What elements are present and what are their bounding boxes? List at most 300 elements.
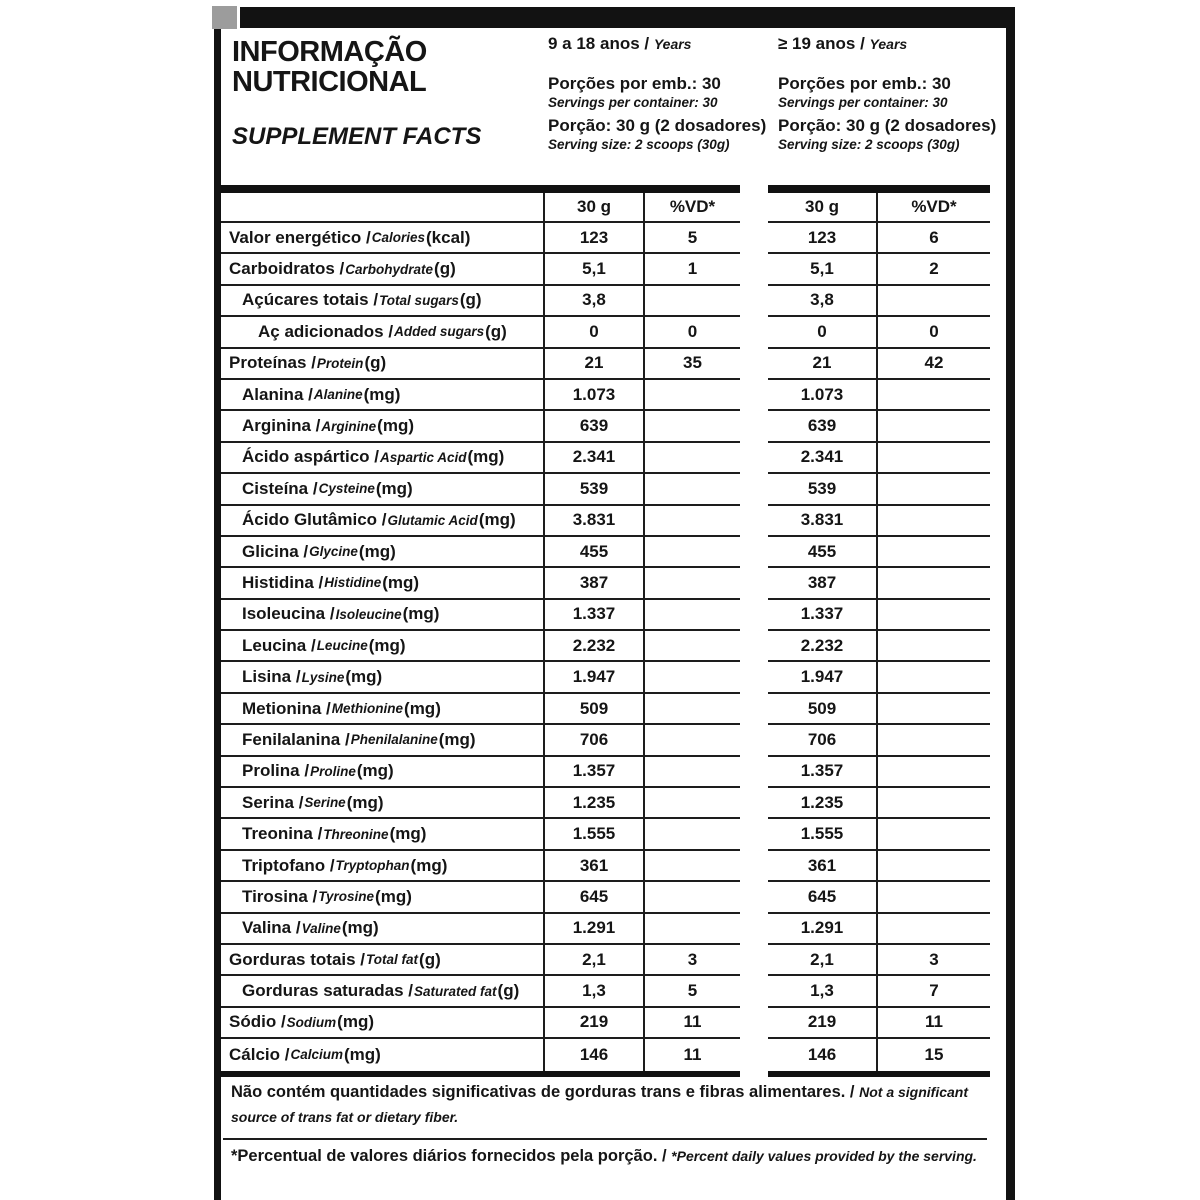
row-label-en: Methionine [331, 701, 404, 717]
row-label-en: Calories [371, 230, 426, 246]
amount-9-18: 361 [543, 851, 645, 882]
age-range-19plus [778, 34, 996, 54]
row-label-unit: (g) [434, 259, 456, 279]
table-row [221, 537, 990, 568]
row-label-pt: Glicina / [242, 541, 309, 561]
dv-19plus [878, 443, 990, 474]
row-label-en: Total sugars [379, 292, 459, 308]
row-label-pt: Gorduras totais / [229, 949, 366, 969]
amount-9-18: 3,8 [543, 286, 645, 317]
amount-19plus: 387 [768, 568, 878, 599]
footnote-daily-values-en: *Percent daily values provided by the serving. [671, 1148, 977, 1164]
row-label-pt: Cisteína / [242, 478, 318, 498]
amount-19plus: 0 [768, 317, 878, 348]
dv-19plus: 6 [878, 223, 990, 254]
row-label-en: Phenilalanine [350, 732, 438, 748]
amount-19plus: 1.235 [768, 788, 878, 819]
row-label-unit: (mg) [404, 698, 441, 718]
dv-19plus [878, 411, 990, 442]
dv-9-18 [645, 631, 740, 662]
row-label-unit: (mg) [410, 855, 448, 875]
row-label-en: Leucine [316, 638, 368, 654]
row-label [221, 380, 543, 411]
table-header-row [221, 193, 990, 223]
table-row [221, 349, 990, 380]
amount-9-18: 5,1 [543, 254, 645, 285]
amount-19plus: 509 [768, 694, 878, 725]
row-label-pt: Alanina / [242, 384, 313, 404]
column-gap [740, 662, 768, 693]
dv-19plus: 3 [878, 945, 990, 976]
table-row [221, 317, 990, 348]
column-gap [740, 976, 768, 1007]
row-label-pt: Isoleucina / [242, 604, 335, 624]
amount-19plus: 539 [768, 474, 878, 505]
dv-19plus [878, 286, 990, 317]
amount-9-18: 455 [543, 537, 645, 568]
row-label-en: Cysteine [318, 481, 375, 497]
dv-19plus [878, 380, 990, 411]
row-label-unit: (mg) [382, 572, 420, 592]
column-gap [740, 631, 768, 662]
dv-9-18 [645, 411, 740, 442]
table-row [221, 254, 990, 285]
column-gap [740, 914, 768, 945]
table-row [221, 631, 990, 662]
amount-19plus: 1.947 [768, 662, 878, 693]
dv-9-18 [645, 537, 740, 568]
footnote-trans-fat-en: Not a significant source of trans fat or dietary fiber. [231, 1084, 969, 1125]
column-gap [740, 600, 768, 631]
amount-19plus: 3,8 [768, 286, 878, 317]
column-gap [740, 788, 768, 819]
row-label-pt: Triptofano / [242, 855, 335, 875]
row-label [221, 317, 543, 348]
amount-19plus: 361 [768, 851, 878, 882]
amount-19plus: 455 [768, 537, 878, 568]
amount-9-18: 2,1 [543, 945, 645, 976]
row-label-pt: Lisina / [242, 667, 301, 687]
table-row [221, 757, 990, 788]
amount-9-18: 1,3 [543, 976, 645, 1007]
row-label-pt: Cálcio / [229, 1044, 290, 1064]
table-row [221, 286, 990, 317]
row-label-unit: (kcal) [426, 227, 471, 247]
dv-9-18: 1 [645, 254, 740, 285]
row-label-pt: Metionina / [242, 698, 331, 718]
row-label-unit: (mg) [389, 824, 427, 844]
table-row [221, 600, 990, 631]
amount-9-18: 1.337 [543, 600, 645, 631]
dv-19plus: 11 [878, 1008, 990, 1039]
dv-19plus [878, 600, 990, 631]
age-range-pt: ≥ 19 anos / [778, 34, 870, 53]
row-label-pt: Carboidratos / [229, 259, 345, 279]
row-label [221, 474, 543, 505]
amount-9-18: 3.831 [543, 506, 645, 537]
serving-size-en: Serving size: 2 scoops (30g) [778, 137, 960, 153]
table-row [221, 380, 990, 411]
row-label-en: Glutamic Acid [387, 512, 478, 528]
row-label [221, 788, 543, 819]
row-label [221, 976, 543, 1007]
row-label-pt: Histidina / [242, 572, 324, 592]
column-gap [740, 819, 768, 850]
header-amount-19plus: 30 g [768, 193, 878, 223]
row-label [221, 631, 543, 662]
row-label [221, 1008, 543, 1039]
amount-19plus: 21 [768, 349, 878, 380]
amount-9-18: 706 [543, 725, 645, 756]
amount-19plus: 1.337 [768, 600, 878, 631]
row-label-unit: (mg) [478, 510, 516, 530]
row-label-en: Arginine [321, 418, 377, 434]
row-label [221, 882, 543, 913]
column-gap [740, 317, 768, 348]
amount-9-18: 1.555 [543, 819, 645, 850]
row-label [221, 600, 543, 631]
dv-9-18 [645, 443, 740, 474]
top-bar-left [221, 185, 740, 193]
row-label-en: Histidine [324, 575, 382, 591]
amount-9-18: 1.073 [543, 380, 645, 411]
amount-19plus: 5,1 [768, 254, 878, 285]
row-label-en: Protein [316, 355, 364, 371]
row-label-en: Lysine [301, 669, 345, 685]
row-label-unit: (g) [419, 949, 441, 969]
amount-9-18: 123 [543, 223, 645, 254]
row-label-unit: (mg) [345, 667, 383, 687]
dv-19plus [878, 474, 990, 505]
row-label-pt: Gorduras saturadas / [242, 981, 414, 1001]
footnote-divider [223, 1138, 987, 1140]
row-label-pt: Treonina / [242, 824, 323, 844]
header-empty-cell [221, 193, 543, 223]
dv-9-18: 35 [645, 349, 740, 380]
row-label-pt: Prolina / [242, 761, 310, 781]
age-range-9-18 [548, 34, 766, 54]
row-label-en: Aspartic Acid [379, 449, 467, 465]
row-label-unit: (mg) [438, 729, 476, 749]
bottom-bar-right [768, 1071, 990, 1077]
row-label-pt: Valor energético / [229, 227, 371, 247]
row-label-unit: (mg) [346, 792, 384, 812]
dv-19plus [878, 757, 990, 788]
table-row [221, 882, 990, 913]
footnote-trans-fat [231, 1080, 983, 1130]
label-frame [214, 7, 1015, 1200]
row-label-en: Alanine [313, 387, 363, 403]
row-label-pt: Tirosina / [242, 886, 318, 906]
dv-19plus [878, 725, 990, 756]
table-row [221, 568, 990, 599]
amount-19plus: 219 [768, 1008, 878, 1039]
serving-size-pt: Porção: 30 g (2 dosadores) [548, 115, 767, 135]
column-gap [740, 223, 768, 254]
table-top-bars [221, 185, 990, 193]
row-label-en: Tryptophan [335, 858, 410, 873]
row-label [221, 443, 543, 474]
dv-19plus: 0 [878, 317, 990, 348]
amount-9-18: 0 [543, 317, 645, 348]
row-label-unit: (mg) [467, 447, 505, 467]
dv-9-18 [645, 568, 740, 599]
table-bottom-bars [221, 1071, 990, 1077]
table-row [221, 914, 990, 945]
title-line-2: NUTRICIONAL [232, 65, 427, 98]
amount-9-18: 21 [543, 349, 645, 380]
column-gap [740, 380, 768, 411]
title-english: SUPPLEMENT FACTS [232, 123, 482, 150]
row-label [221, 725, 543, 756]
row-label-unit: (g) [485, 321, 507, 341]
dv-19plus: 2 [878, 254, 990, 285]
row-label-pt: Proteínas / [229, 353, 316, 373]
row-label [221, 286, 543, 317]
footnote-daily-values [231, 1147, 987, 1166]
amount-9-18: 539 [543, 474, 645, 505]
age-range-pt: 9 a 18 anos / [548, 34, 654, 53]
row-label [221, 411, 543, 442]
amount-9-18: 1.291 [543, 914, 645, 945]
row-label-pt: Ácido Glutâmico / [242, 510, 387, 530]
row-label-en: Proline [310, 763, 356, 779]
row-label [221, 254, 543, 285]
row-label-pt: Aç adicionados / [258, 321, 394, 341]
row-label-unit: (mg) [377, 416, 414, 436]
dv-9-18 [645, 725, 740, 756]
row-label-en: Calcium [290, 1047, 343, 1063]
table-row [221, 725, 990, 756]
table-body [221, 223, 990, 1071]
row-label-en: Threonine [323, 826, 389, 842]
table-row [221, 411, 990, 442]
table-row [221, 443, 990, 474]
dv-9-18: 5 [645, 223, 740, 254]
dv-9-18: 3 [645, 945, 740, 976]
table-row [221, 788, 990, 819]
amount-19plus: 123 [768, 223, 878, 254]
dv-19plus [878, 631, 990, 662]
serving-size-pt: Porção: 30 g (2 dosadores) [778, 115, 997, 135]
dv-19plus [878, 819, 990, 850]
row-label-en: Carbohydrate [345, 261, 434, 277]
row-label-unit: (g) [459, 290, 482, 310]
serving-size-en: Serving size: 2 scoops (30g) [548, 137, 730, 153]
column-gap [740, 1039, 768, 1070]
amount-19plus: 1.555 [768, 819, 878, 850]
row-label-unit: (mg) [356, 761, 394, 781]
servings-per-container-en: Servings per container: 30 [778, 95, 948, 111]
row-label-en: Serine [304, 795, 346, 811]
table-row [221, 694, 990, 725]
dv-19plus: 42 [878, 349, 990, 380]
row-label-unit: (mg) [375, 478, 413, 498]
amount-9-18: 1.357 [543, 757, 645, 788]
dv-19plus [878, 788, 990, 819]
amount-9-18: 1.235 [543, 788, 645, 819]
dv-9-18: 0 [645, 317, 740, 348]
row-label-en: Valine [301, 920, 341, 936]
table-row [221, 506, 990, 537]
row-label [221, 1039, 543, 1070]
dv-19plus [878, 568, 990, 599]
row-label-pt: Açúcares totais / [242, 290, 379, 310]
dv-19plus [878, 506, 990, 537]
row-label [221, 223, 543, 254]
table-row [221, 474, 990, 505]
column-gap [740, 506, 768, 537]
amount-19plus: 2,1 [768, 945, 878, 976]
age-range-en: Years [653, 36, 692, 52]
dv-19plus: 7 [878, 976, 990, 1007]
dv-9-18 [645, 851, 740, 882]
table-row [221, 945, 990, 976]
table-row [221, 223, 990, 254]
row-label-unit: (mg) [363, 384, 401, 404]
amount-9-18: 1.947 [543, 662, 645, 693]
row-label-en: Isoleucine [335, 606, 402, 622]
amount-19plus: 639 [768, 411, 878, 442]
age-range-en: Years [869, 36, 908, 52]
amount-19plus: 2.341 [768, 443, 878, 474]
dv-9-18 [645, 600, 740, 631]
nutrition-table [221, 185, 990, 1077]
column-gap [740, 537, 768, 568]
row-label-en: Tyrosine [318, 889, 375, 905]
column-gap [740, 193, 768, 223]
amount-19plus: 1.291 [768, 914, 878, 945]
servings-per-container-pt: Porções por emb.: 30 [778, 74, 951, 93]
row-label-unit: (mg) [341, 918, 379, 938]
table-row [221, 976, 990, 1007]
amount-9-18: 387 [543, 568, 645, 599]
row-label [221, 662, 543, 693]
amount-19plus: 2.232 [768, 631, 878, 662]
row-label [221, 757, 543, 788]
top-bar-right [768, 185, 990, 193]
row-label-en: Total fat [366, 952, 419, 968]
header-dv-19plus: %VD* [878, 193, 990, 223]
serving-info-9-18 [548, 34, 766, 157]
dv-19plus [878, 694, 990, 725]
column-gap [740, 851, 768, 882]
dv-19plus [878, 537, 990, 568]
dv-9-18 [645, 474, 740, 505]
row-label-en: Added sugars [394, 324, 485, 340]
column-gap [740, 882, 768, 913]
column-gap [740, 757, 768, 788]
column-gap [740, 254, 768, 285]
amount-9-18: 219 [543, 1008, 645, 1039]
row-label [221, 568, 543, 599]
bottom-bar-left [221, 1071, 740, 1077]
servings-per-container-pt: Porções por emb.: 30 [548, 74, 721, 93]
amount-19plus: 1.073 [768, 380, 878, 411]
row-label-unit: (mg) [375, 886, 412, 906]
column-gap [740, 694, 768, 725]
row-label-pt: Fenilalanina / [242, 729, 350, 749]
servings-per-container-en: Servings per container: 30 [548, 95, 718, 111]
row-label [221, 694, 543, 725]
row-label-pt: Arginina / [242, 416, 321, 436]
dv-9-18 [645, 286, 740, 317]
amount-9-18: 509 [543, 694, 645, 725]
column-gap [740, 945, 768, 976]
dv-19plus [878, 662, 990, 693]
dv-9-18 [645, 788, 740, 819]
row-label-unit: (mg) [368, 635, 406, 655]
amount-19plus: 1,3 [768, 976, 878, 1007]
amount-19plus: 3.831 [768, 506, 878, 537]
row-label-unit: (mg) [402, 604, 440, 624]
dv-9-18 [645, 757, 740, 788]
title-line-1: INFORMAÇÃO [232, 36, 427, 68]
footnote-daily-values-pt: *Percentual de valores diários fornecidos pela porção. / [231, 1147, 672, 1165]
amount-9-18: 146 [543, 1039, 645, 1070]
dv-9-18: 11 [683, 1044, 702, 1064]
column-gap [740, 411, 768, 442]
header-amount-9-18: 30 g [543, 193, 645, 223]
amount-19plus: 645 [768, 882, 878, 913]
title-portuguese [232, 38, 427, 97]
row-label-unit: (g) [364, 353, 387, 373]
header-dv-9-18: %VD* [645, 193, 740, 223]
row-label [221, 819, 543, 850]
dv-9-18 [645, 380, 740, 411]
row-label-pt: Serina / [242, 792, 304, 812]
amount-19plus: 1.357 [768, 757, 878, 788]
table-row [221, 819, 990, 850]
column-gap [740, 286, 768, 317]
table-row [221, 1008, 990, 1039]
label-content [221, 28, 997, 1172]
row-label [221, 914, 543, 945]
row-label [221, 537, 543, 568]
row-label-en: Saturated fat [414, 983, 497, 999]
table-row [221, 851, 990, 882]
row-label-unit: (g) [497, 981, 520, 1001]
table-row [221, 1039, 990, 1070]
column-gap [740, 568, 768, 599]
dv-19plus: 15 [924, 1044, 944, 1064]
amount-19plus: 146 [768, 1039, 878, 1070]
column-gap [740, 443, 768, 474]
row-label-pt: Valina / [242, 918, 301, 938]
corner-decoration [212, 6, 237, 29]
row-label [221, 506, 543, 537]
row-label-unit: (mg) [344, 1044, 381, 1064]
row-label [221, 945, 543, 976]
dv-19plus [878, 851, 990, 882]
amount-9-18: 2.341 [543, 443, 645, 474]
dv-9-18 [645, 914, 740, 945]
dv-9-18 [645, 819, 740, 850]
dv-19plus [878, 914, 990, 945]
dv-9-18 [645, 506, 740, 537]
row-label-en: Sodium [286, 1014, 337, 1030]
dv-9-18 [645, 662, 740, 693]
row-label-pt: Ácido aspártico / [242, 447, 379, 467]
dv-19plus [878, 882, 990, 913]
table-row [221, 662, 990, 693]
serving-info-19plus [778, 34, 996, 157]
column-gap [740, 725, 768, 756]
dv-9-18 [645, 882, 740, 913]
dv-9-18 [645, 694, 740, 725]
amount-9-18: 645 [543, 882, 645, 913]
column-gap [740, 474, 768, 505]
